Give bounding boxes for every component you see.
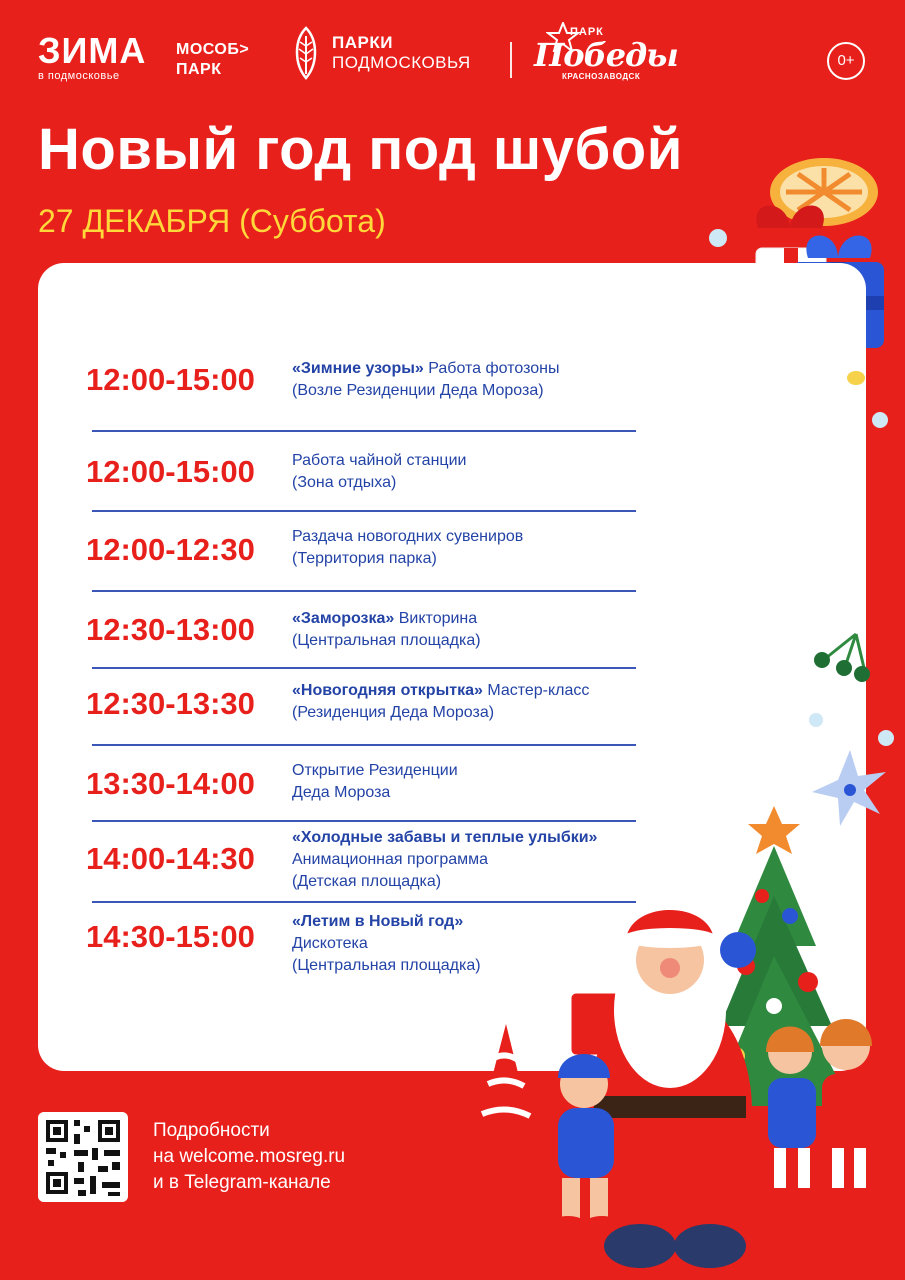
park-pobedy-logo bbox=[528, 22, 678, 88]
girls-figure-icon bbox=[750, 1008, 890, 1208]
row-divider bbox=[92, 820, 636, 822]
mosoblpark-line2: ПАРК bbox=[176, 61, 222, 78]
schedule-time: 12:00-12:30 bbox=[86, 532, 255, 567]
schedule-desc: «Заморозка» Викторина (Центральная площадка) bbox=[292, 610, 481, 649]
zima-logo-title: ЗИМА bbox=[38, 30, 147, 71]
pobedy-bottom: КРАСНОЗАВОДСК bbox=[562, 72, 641, 81]
zima-logo-subtitle: в подмосковье bbox=[38, 70, 120, 82]
event-date: 27 ДЕКАБРЯ (Суббота) bbox=[38, 203, 386, 239]
row-divider bbox=[92, 901, 636, 903]
pobedy-main: Победы bbox=[534, 36, 678, 74]
footer-line3: и в Telegram-канале bbox=[153, 1172, 331, 1193]
schedule-time: 12:00-15:00 bbox=[86, 362, 255, 397]
row-divider bbox=[92, 667, 636, 669]
leaf-icon bbox=[290, 24, 322, 82]
schedule-desc: «Летим в Новый год» Дискотека (Центральная площадка) bbox=[292, 913, 481, 974]
schedule-time: 12:00-15:00 bbox=[86, 454, 255, 489]
schedule-desc: Раздача новогодних сувениров (Территория парка) bbox=[292, 528, 524, 567]
schedule-desc: Открытие Резиденции Деда Мороза bbox=[292, 762, 458, 801]
pobedy-top: ПАРК bbox=[570, 26, 604, 38]
boy-figure-icon bbox=[528, 1038, 638, 1238]
schedule-time: 14:30-15:00 bbox=[86, 919, 255, 954]
logo-divider bbox=[510, 42, 512, 78]
qr-code-icon[interactable] bbox=[38, 1112, 128, 1202]
footer-link[interactable]: на welcome.mosreg.ru bbox=[153, 1146, 346, 1167]
schedule-desc: «Новогодняя открытка» Мастер-класс (Резиденция Деда Мороза) bbox=[292, 682, 590, 721]
schedule-time: 14:00-14:30 bbox=[86, 841, 255, 876]
header-logos bbox=[38, 22, 867, 92]
schedule-time: 12:30-13:30 bbox=[86, 686, 255, 721]
row-divider bbox=[92, 744, 636, 746]
schedule-time: 12:30-13:00 bbox=[86, 612, 255, 647]
parki-line1: ПАРКИ bbox=[332, 33, 393, 52]
mosoblpark-line1: МОСОБ> bbox=[176, 41, 250, 58]
parki-line2: ПОДМОСКОВЬЯ bbox=[332, 53, 471, 72]
page-title: Новый год под шубой bbox=[38, 117, 683, 182]
schedule-desc: «Зимние узоры» Работа фотозоны (Возле Резиденции Деда Мороза) bbox=[292, 360, 560, 399]
confetti-decoration bbox=[700, 220, 905, 780]
footer-line1: Подробности bbox=[153, 1120, 270, 1141]
footer-info bbox=[153, 1118, 345, 1196]
row-divider bbox=[92, 590, 636, 592]
schedule-desc: «Холодные забавы и теплые улыбки» Анимационная программа (Детская площадка) bbox=[292, 829, 598, 890]
schedule-desc: Работа чайной станции (Зона отдыха) bbox=[292, 452, 467, 491]
row-divider bbox=[92, 430, 636, 432]
berries-icon bbox=[806, 628, 876, 686]
parki-podmoskovya-logo bbox=[290, 24, 471, 82]
mosoblpark-logo bbox=[176, 40, 249, 80]
row-divider bbox=[92, 510, 636, 512]
age-rating-badge: 0+ bbox=[827, 42, 865, 80]
schedule-time: 13:30-14:00 bbox=[86, 766, 255, 801]
zima-logo bbox=[38, 30, 147, 82]
